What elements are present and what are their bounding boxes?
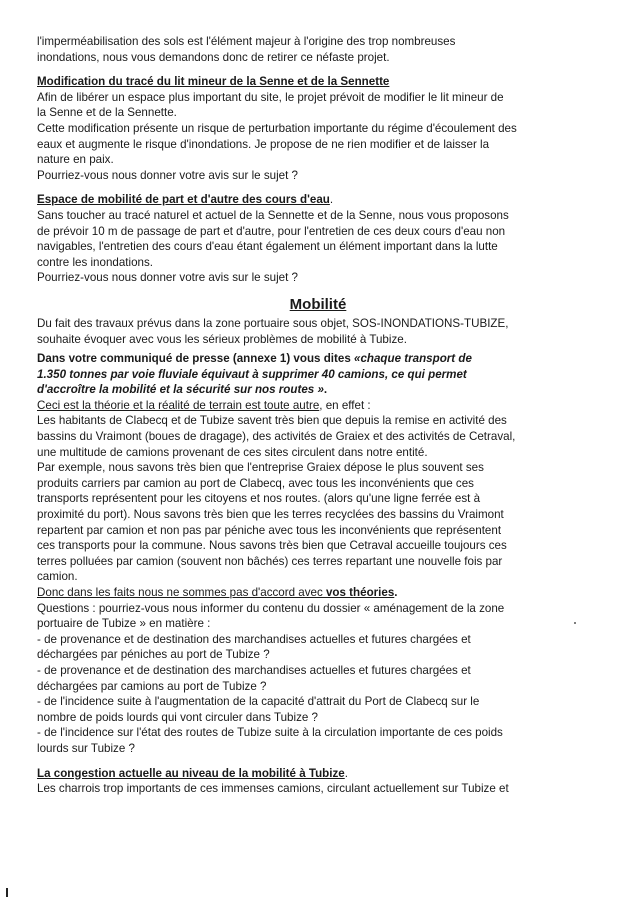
text-line: l'imperméabilisation des sols est l'élément majeur à l'origine des trop nombreuses [37,35,456,48]
text-line: terres polluées par camion (souvent non bâchés) ces terres repartant une nouvelle fois par [37,554,503,568]
text-line [37,585,599,601]
text-line: contre les inondations. [37,255,154,269]
text-line: souhaite évoquer avec vous les sérieux problèmes de mobilité à Tubize. [37,332,407,346]
list-item: déchargées par péniches au port de Tubize ? [37,648,270,662]
desaccord-bold: vos théories [325,586,395,599]
list-item: - de provenance et de destination des marchandises actuelles et futures chargées et [37,632,471,646]
question-line: Pourriez-vous nous donner votre avis sur le sujet ? [37,271,298,285]
margin-mark [6,888,8,897]
scan-speck [574,622,576,624]
list-item: déchargées par camions au port de Tubize ? [37,679,267,693]
theorie-statement: Ceci est la théorie et la réalité de terrain est toute autre [37,398,320,412]
text-line [37,398,599,414]
text-line: nature en paix. [37,153,114,167]
text-line: Cette modification présente un risque de perturbation importante du régime d'écoulement des [37,121,517,135]
text-line: ces transports pour la commune. Nous savons très bien que Cetraval accueille toujours ces [37,539,507,553]
communique-quote [37,351,599,398]
text-line: portuaire de Tubize » en matière : [37,617,211,631]
section-heading: Espace de mobilité de part et d'autre des cours d'eau [37,193,330,207]
communique-intro: Dans votre communiqué de presse (annexe 1) vous dites [37,352,354,366]
section-heading-line [37,766,599,782]
question-line: Pourriez-vous nous donner votre avis sur le sujet ? [37,168,298,182]
section-heading: Modification du tracé du lit mineur de la Senne et de la Sennette [37,75,390,89]
text-line: une multitude de camions provenant de ces sites circulent dans notre entité. [37,445,428,459]
text-line: repartent par camion et non pas par péniche avec tous les inconvénients que représentent [37,523,502,537]
text-line [37,351,599,367]
document-page [37,34,599,797]
heading-period: . [329,193,334,207]
intro-paragraph [37,34,599,65]
text-line: navigables, l'entretien des cours d'eau étant également un élément important dans la lutte [37,240,498,254]
questions-list [37,601,599,757]
text-line: Questions : pourriez-vous nous informer du contenu du dossier « aménagement de la zone [37,601,505,615]
quote-period: . [323,383,328,397]
list-item: - de l'incidence suite à l'augmentation de la capacité d'attrait du Port de Clabecq sur le [37,695,480,709]
text-line: de prévoir 10 m de passage de part et d'autre, pour l'entretien de ces deux cours d'eau non [37,224,506,238]
text-line: camion. [37,570,78,584]
section-title: Mobilité [289,295,347,313]
text-line: transports représentent pour les citoyens et nos routes. (alors qu'une ligne ferrée est à [37,492,481,506]
text-line: bassins du Vraimont (boues de dragage), des activités de Graiex et des activités de Cetraval, [37,430,516,444]
list-item: lourds sur Tubize ? [37,741,135,755]
text-line: Les habitants de Clabecq et de Tubize savent très bien que depuis la remise en activité des [37,414,507,428]
text-line: proximité du port). Nous savons très bien que les terres recyclées des bassins du Vraimont [37,508,504,522]
text-line: Afin de libérer un espace plus important du site, le projet prévoit de modifier le lit mineur de [37,90,504,104]
text-line: produits carriers par camion au port de Clabecq, avec tous les inconvénients que ces [37,476,474,490]
theorie-end: , en effet : [319,398,371,412]
communique-quote-end: d'accroître la mobilité et la sécurité sur nos routes » [37,383,324,397]
text-line: Les charrois trop importants de ces immenses camions, circulant actuellement sur Tubize et [37,782,509,796]
section-heading: La congestion actuelle au niveau de la mobilité à Tubize [37,766,345,780]
desaccord-statement: Donc dans les faits nous ne sommes pas d'accord avec [37,586,326,599]
text-line: la Senne et de la Sennette. [37,106,177,120]
text-line: inondations, nous vous demandons donc de retirer ce néfaste projet. [37,50,390,64]
section-heading-line [37,192,599,208]
list-item: nombre de poids lourds qui vont circuler dans Tubize ? [37,710,318,724]
text-line [37,382,599,398]
text-line: Du fait des travaux prévus dans la zone portuaire sous objet, SOS-INONDATIONS-TUBIZE, [37,316,509,330]
section-mobilite [37,295,599,757]
list-item: - de provenance et de destination des marchandises actuelles et futures chargées et [37,663,471,677]
section-lit-mineur [37,74,599,183]
text-line: Sans toucher au tracé naturel et actuel de la Sennette et de la Senne, nous vous proposons [37,208,509,222]
section-congestion [37,766,599,797]
text-line: 1.350 tonnes par voie fluviale équivaut à supprimer 40 camions, ce qui permet [37,367,467,381]
section-espace-mobilite [37,192,599,286]
text-line: eaux et augmente le risque d'inondations. Je propose de ne rien modifier et de laisser la [37,137,490,151]
communique-quote-start: «chaque transport de [354,352,472,366]
list-item: - de l'incidence sur l'état des routes de Tubize suite à la circulation importante de ces poids [37,726,503,740]
heading-period: . [344,766,348,780]
text-line: Par exemple, nous savons très bien que l'entreprise Graiex dépose le plus souvent ses [37,461,484,475]
desaccord-period: . [394,586,398,599]
habitants-paragraph [37,413,599,585]
